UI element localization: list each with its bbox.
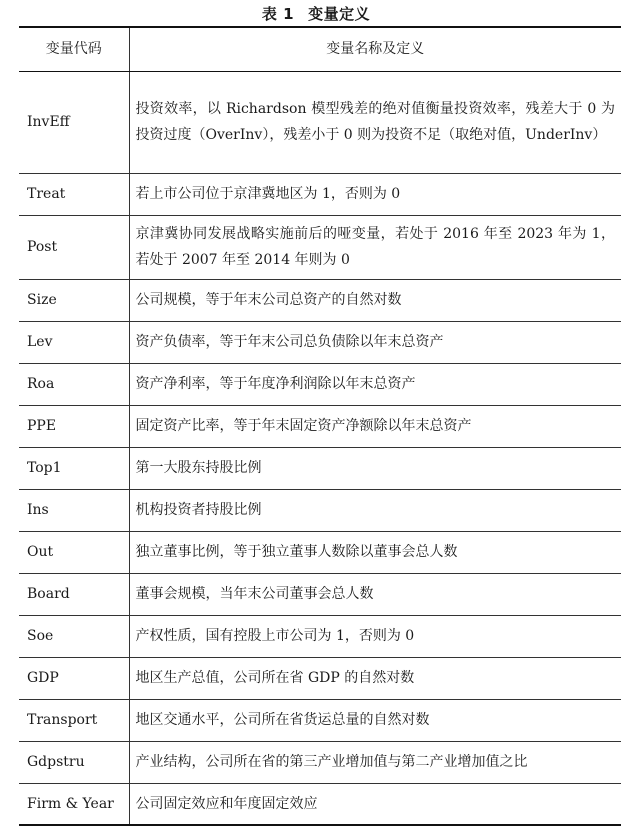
variable-code: Soe bbox=[19, 615, 129, 657]
table-row bbox=[19, 615, 621, 657]
variable-definition: 资产负债率，等于年末公司总负债除以年末总资产 bbox=[129, 321, 621, 363]
variable-definition: 产业结构，公司所在省的第三产业增加值与第二产业增加值之比 bbox=[129, 741, 621, 783]
variable-definition: 董事会规模，当年末公司董事会总人数 bbox=[129, 573, 621, 615]
table-number: 表 1 bbox=[261, 5, 295, 23]
table-row bbox=[19, 173, 621, 215]
variable-definition: 产权性质，国有控股上市公司为 1，否则为 0 bbox=[129, 615, 621, 657]
table-row bbox=[19, 279, 621, 321]
table-title: 变量定义 bbox=[308, 5, 371, 23]
table-header-row bbox=[19, 27, 621, 71]
variable-definition: 机构投资者持股比例 bbox=[129, 489, 621, 531]
variable-code: Roa bbox=[19, 363, 129, 405]
header-variable-definition: 变量名称及定义 bbox=[129, 27, 621, 71]
variable-code: Post bbox=[19, 215, 129, 279]
variable-definition: 公司规模，等于年末公司总资产的自然对数 bbox=[129, 279, 621, 321]
variable-code: Top1 bbox=[19, 447, 129, 489]
variable-definition: 若上市公司位于京津冀地区为 1，否则为 0 bbox=[129, 173, 621, 215]
variable-definition: 公司固定效应和年度固定效应 bbox=[129, 783, 621, 825]
table-row bbox=[19, 657, 621, 699]
variable-definition: 第一大股东持股比例 bbox=[129, 447, 621, 489]
variable-code: Out bbox=[19, 531, 129, 573]
table-caption bbox=[0, 4, 632, 24]
variable-code: PPE bbox=[19, 405, 129, 447]
table-row bbox=[19, 489, 621, 531]
variable-definition: 京津冀协同发展战略实施前后的哑变量，若处于 2016 年至 2023 年为 1，若处于 2007 年至 2014 年则为 0 bbox=[129, 215, 621, 279]
table-row bbox=[19, 215, 621, 279]
table-row bbox=[19, 699, 621, 741]
variable-code: Ins bbox=[19, 489, 129, 531]
variable-code: Treat bbox=[19, 173, 129, 215]
variable-definition: 固定资产比率，等于年末固定资产净额除以年末总资产 bbox=[129, 405, 621, 447]
table-row bbox=[19, 447, 621, 489]
table-row bbox=[19, 573, 621, 615]
table-row bbox=[19, 71, 621, 173]
variable-code: Lev bbox=[19, 321, 129, 363]
variable-definition: 资产净利率，等于年度净利润除以年末总资产 bbox=[129, 363, 621, 405]
variable-code: Board bbox=[19, 573, 129, 615]
variable-code: GDP bbox=[19, 657, 129, 699]
variable-code: Transport bbox=[19, 699, 129, 741]
table-row bbox=[19, 531, 621, 573]
variable-code: Gdpstru bbox=[19, 741, 129, 783]
table-row bbox=[19, 783, 621, 825]
table-row bbox=[19, 363, 621, 405]
variable-code: Size bbox=[19, 279, 129, 321]
variable-definition: 独立董事比例，等于独立董事人数除以董事会总人数 bbox=[129, 531, 621, 573]
variable-definition: 地区生产总值，公司所在省 GDP 的自然对数 bbox=[129, 657, 621, 699]
variable-definition-table bbox=[19, 26, 621, 826]
variable-definition: 投资效率，以 Richardson 模型残差的绝对值衡量投资效率，残差大于 0 为投资过度（OverInv），残差小于 0 则为投资不足（取绝对值，UnderInv） bbox=[129, 71, 621, 173]
variable-code: Firm & Year bbox=[19, 783, 129, 825]
variable-definition: 地区交通水平，公司所在省货运总量的自然对数 bbox=[129, 699, 621, 741]
variable-code: InvEff bbox=[19, 71, 129, 173]
table-row bbox=[19, 405, 621, 447]
table-row bbox=[19, 321, 621, 363]
header-variable-code: 变量代码 bbox=[19, 27, 129, 71]
table-row bbox=[19, 741, 621, 783]
